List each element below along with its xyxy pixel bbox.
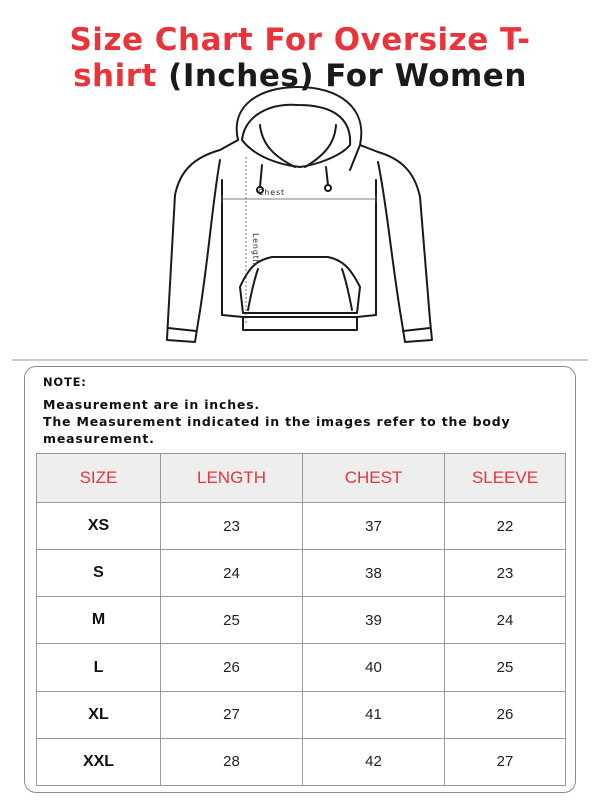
table-row — [37, 644, 566, 691]
size-cell: S — [37, 550, 161, 597]
sleeve-cell: 22 — [445, 503, 566, 550]
header-sleeve: SLEEVE — [445, 454, 566, 503]
size-cell: L — [37, 644, 161, 691]
page-title — [0, 22, 600, 94]
table-header-row — [37, 454, 566, 503]
length-cell: 23 — [161, 503, 303, 550]
sleeve-cell: 24 — [445, 597, 566, 644]
note-heading: NOTE: — [43, 375, 87, 389]
size-cell: XXL — [37, 738, 161, 785]
note-line-1: Measurement are in inches. — [43, 397, 260, 412]
title-line1: Size Chart For Oversize T- — [69, 22, 531, 58]
table-row — [37, 738, 566, 785]
title-shirt: shirt — [73, 58, 157, 94]
sleeve-cell: 27 — [445, 738, 566, 785]
table-row — [37, 597, 566, 644]
length-cell: 24 — [161, 550, 303, 597]
length-cell: 25 — [161, 597, 303, 644]
header-size: SIZE — [37, 454, 161, 503]
length-cell: 28 — [161, 738, 303, 785]
sleeve-cell: 23 — [445, 550, 566, 597]
note-line-2: The Measurement indicated in the images refer to the body measurement. — [43, 414, 511, 446]
header-length: LENGTH — [161, 454, 303, 503]
length-label: Length — [251, 233, 260, 266]
size-cell: M — [37, 597, 161, 644]
size-table — [36, 453, 566, 786]
chest-label: Chest — [258, 188, 285, 197]
chest-cell: 41 — [303, 691, 445, 738]
length-cell: 26 — [161, 644, 303, 691]
sleeve-cell: 25 — [445, 644, 566, 691]
header-chest: CHEST — [303, 454, 445, 503]
size-cell: XS — [37, 503, 161, 550]
chest-cell: 38 — [303, 550, 445, 597]
sleeve-cell: 26 — [445, 691, 566, 738]
table-row — [37, 691, 566, 738]
note-section — [43, 374, 563, 447]
size-cell: XL — [37, 691, 161, 738]
hoodie-illustration — [150, 85, 450, 355]
chest-cell: 40 — [303, 644, 445, 691]
table-row — [37, 550, 566, 597]
length-cell: 27 — [161, 691, 303, 738]
chest-cell: 39 — [303, 597, 445, 644]
chest-cell: 42 — [303, 738, 445, 785]
table-row — [37, 503, 566, 550]
chest-cell: 37 — [303, 503, 445, 550]
title-inches-women: (Inches) For Women — [156, 58, 527, 94]
